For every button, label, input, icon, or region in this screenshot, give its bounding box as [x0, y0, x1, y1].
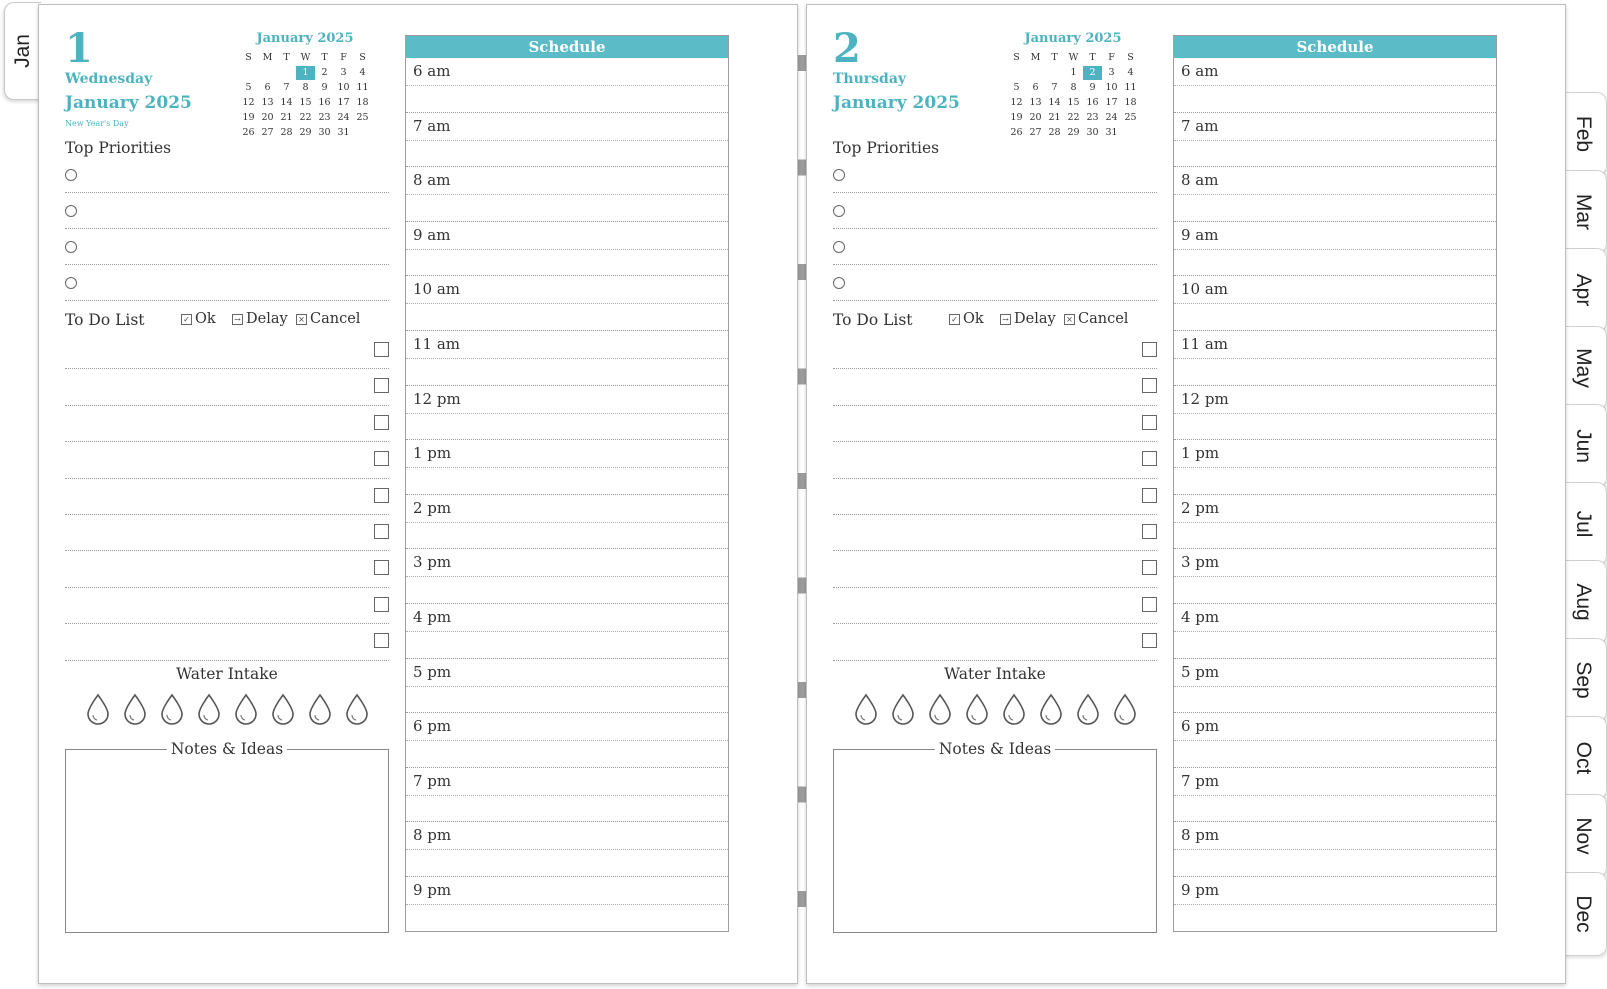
weekday-header: S — [245, 52, 252, 63]
water-drop-icon[interactable] — [964, 693, 990, 725]
calendar-day[interactable]: 12 — [1010, 97, 1023, 108]
tab-label: Jan — [11, 34, 34, 68]
weekday-header: W — [1068, 52, 1079, 63]
todo-checkbox[interactable] — [374, 415, 389, 430]
todo-checkbox[interactable] — [1142, 488, 1157, 503]
calendar-day[interactable] — [239, 66, 258, 80]
notes-box[interactable] — [65, 740, 389, 933]
legend-delay: → Delay — [1000, 311, 1056, 327]
circle-icon[interactable] — [65, 205, 77, 217]
water-drop-icon[interactable] — [1075, 693, 1101, 725]
calendar-day[interactable]: 24 — [1105, 112, 1118, 123]
month-year: January 2025 — [833, 93, 960, 113]
x-icon: × — [1064, 314, 1075, 325]
calendar-day[interactable]: 19 — [242, 112, 255, 123]
calendar-day[interactable]: 27 — [261, 127, 274, 138]
weekday-header: S — [1127, 52, 1134, 63]
calendar-day[interactable]: 28 — [280, 127, 293, 138]
weekday-header: F — [340, 52, 347, 63]
legend-delay: → Delay — [232, 311, 288, 327]
calendar-day[interactable]: 25 — [1124, 112, 1137, 123]
water-drop-icon[interactable] — [159, 693, 185, 725]
hour-slot[interactable] — [406, 440, 728, 495]
tab-label: Mar — [1572, 193, 1595, 231]
calendar-day[interactable]: 26 — [1010, 127, 1023, 138]
priority-row[interactable] — [833, 265, 1157, 301]
water-drop-icon[interactable] — [1001, 693, 1027, 725]
weekday-header: M — [262, 52, 273, 63]
todo-row[interactable] — [833, 515, 1157, 551]
arrow-icon: → — [1000, 314, 1011, 325]
hour-slot[interactable] — [1174, 167, 1496, 222]
schedule-header: Schedule — [406, 36, 728, 58]
hour-label: 3 pm — [413, 553, 452, 572]
circle-icon[interactable] — [833, 277, 845, 289]
priority-row[interactable] — [833, 157, 1157, 193]
todo-checkbox[interactable] — [374, 342, 389, 357]
hour-label: 12 pm — [1181, 389, 1229, 408]
todo-checkbox[interactable] — [374, 488, 389, 503]
calendar-day[interactable]: 1 — [296, 66, 315, 80]
hour-slot[interactable] — [1174, 222, 1496, 277]
hour-label: 2 pm — [413, 498, 452, 517]
calendar-day[interactable]: 22 — [299, 112, 312, 123]
hour-label: 8 am — [1181, 171, 1219, 190]
hour-slot[interactable] — [406, 495, 728, 550]
hour-slot[interactable] — [406, 822, 728, 877]
todo-row[interactable] — [833, 479, 1157, 515]
todo-checkbox[interactable] — [1142, 633, 1157, 648]
top-priorities-title: Top Priorities — [65, 139, 172, 157]
hour-label: 7 am — [1181, 116, 1219, 135]
calendar-day[interactable]: 17 — [1105, 97, 1118, 108]
water-drop-icon[interactable] — [196, 693, 222, 725]
tab-label: Jun — [1572, 429, 1595, 463]
hour-label: 6 am — [413, 62, 451, 80]
calendar-day[interactable]: 1 — [1070, 67, 1077, 78]
calendar-day[interactable]: 10 — [1105, 82, 1118, 93]
hour-slot[interactable] — [1174, 659, 1496, 714]
hour-label: 11 am — [413, 334, 461, 353]
schedule-hours — [406, 58, 728, 932]
hour-label: 10 am — [1181, 280, 1229, 299]
calendar-day[interactable]: 21 — [280, 112, 293, 123]
hour-label: 6 pm — [1181, 717, 1220, 736]
priority-row[interactable] — [65, 193, 389, 229]
hour-label: 1 pm — [1181, 444, 1220, 463]
water-drop-icon[interactable] — [233, 693, 259, 725]
hour-slot[interactable] — [406, 58, 728, 113]
tab-label: Sep — [1572, 661, 1595, 699]
calendar-day[interactable] — [1121, 126, 1140, 140]
priority-row[interactable] — [833, 229, 1157, 265]
hour-slot[interactable] — [406, 768, 728, 823]
tab-apr[interactable] — [1560, 248, 1607, 332]
water-drop-icon[interactable] — [927, 693, 953, 725]
tab-label: Apr — [1572, 273, 1595, 307]
holiday-note: New Year's Day — [65, 119, 129, 128]
priority-row[interactable] — [833, 193, 1157, 229]
calendar-day[interactable]: 30 — [318, 127, 331, 138]
tab-mar[interactable] — [1560, 170, 1607, 254]
calendar-day[interactable]: 7 — [1051, 82, 1058, 93]
mini-calendar-grid — [1007, 51, 1139, 140]
calendar-day[interactable]: 8 — [1070, 82, 1077, 93]
tab-label: Aug — [1572, 583, 1595, 621]
planner-page-day-2 — [806, 4, 1566, 984]
tab-may[interactable] — [1560, 326, 1607, 410]
calendar-day[interactable]: 2 — [321, 67, 328, 78]
tab-jul[interactable] — [1560, 482, 1607, 566]
weekday-header: W — [300, 52, 311, 63]
circle-icon[interactable] — [833, 169, 845, 181]
x-icon: × — [296, 314, 307, 325]
hour-label: 9 pm — [1181, 880, 1220, 899]
notes-title: Notes & Ideas — [167, 740, 287, 758]
water-drop-icon[interactable] — [270, 693, 296, 725]
todo-row[interactable] — [833, 551, 1157, 587]
hour-label: 9 am — [1181, 225, 1219, 244]
hour-label: 5 pm — [1181, 662, 1220, 681]
hour-slot[interactable] — [1174, 386, 1496, 441]
legend-cancel: × Cancel — [1064, 311, 1128, 327]
hour-slot[interactable] — [406, 222, 728, 277]
todo-row[interactable] — [65, 406, 389, 442]
planner-page-day-1 — [38, 4, 798, 984]
todo-checkbox[interactable] — [1142, 560, 1157, 575]
calendar-day[interactable]: 19 — [1010, 112, 1023, 123]
calendar-day[interactable]: 16 — [1086, 97, 1099, 108]
water-drops — [85, 693, 370, 725]
legend-ok: ✓ Ok — [181, 311, 216, 327]
todo-row[interactable] — [833, 406, 1157, 442]
todo-checkbox[interactable] — [1142, 342, 1157, 357]
month-year: January 2025 — [65, 93, 192, 113]
weekday-header: F — [1108, 52, 1115, 63]
calendar-day[interactable]: 23 — [318, 112, 331, 123]
todo-header — [65, 311, 395, 333]
water-drops — [853, 693, 1138, 725]
calendar-day[interactable]: 4 — [1127, 67, 1134, 78]
check-icon: ✓ — [949, 314, 960, 325]
calendar-day[interactable]: 26 — [242, 127, 255, 138]
hour-slot[interactable] — [1174, 113, 1496, 168]
hour-slot[interactable] — [406, 386, 728, 441]
calendar-day[interactable]: 15 — [299, 97, 312, 108]
hour-label: 4 pm — [1181, 607, 1220, 626]
water-drop-icon[interactable] — [344, 693, 370, 725]
calendar-day[interactable]: 17 — [337, 97, 350, 108]
todo-row[interactable] — [65, 515, 389, 551]
todo-row[interactable] — [65, 588, 389, 624]
hour-label: 8 pm — [1181, 826, 1220, 845]
calendar-day[interactable]: 20 — [261, 112, 274, 123]
water-drop-icon[interactable] — [890, 693, 916, 725]
todo-row[interactable] — [65, 479, 389, 515]
calendar-day[interactable]: 21 — [1048, 112, 1061, 123]
circle-icon[interactable] — [65, 241, 77, 253]
schedule-header: Schedule — [1174, 36, 1496, 58]
todo-checkbox[interactable] — [1142, 415, 1157, 430]
tab-sep[interactable] — [1560, 638, 1607, 722]
calendar-day[interactable]: 12 — [242, 97, 255, 108]
circle-icon[interactable] — [65, 277, 77, 289]
calendar-day[interactable]: 14 — [1048, 97, 1061, 108]
weekday-header: T — [1051, 52, 1058, 63]
calendar-day[interactable]: 23 — [1086, 112, 1099, 123]
hour-label: 11 am — [1181, 334, 1229, 353]
day-number: 1 — [65, 25, 93, 72]
todo-checkbox[interactable] — [374, 560, 389, 575]
mini-calendar-title: January 2025 — [1024, 31, 1122, 46]
priorities-list — [65, 157, 389, 301]
calendar-day[interactable] — [353, 126, 372, 140]
calendar-day[interactable] — [1007, 66, 1026, 80]
calendar-day[interactable]: 9 — [1089, 82, 1096, 93]
hour-slot[interactable] — [1174, 495, 1496, 550]
check-icon: ✓ — [181, 314, 192, 325]
calendar-day[interactable] — [277, 66, 296, 80]
priority-row[interactable] — [65, 157, 389, 193]
weekday-header: T — [1089, 52, 1096, 63]
priority-row[interactable] — [65, 229, 389, 265]
weekday-header: T — [321, 52, 328, 63]
hour-slot[interactable] — [1174, 276, 1496, 331]
hour-slot[interactable] — [1174, 768, 1496, 823]
legend-cancel: × Cancel — [296, 311, 360, 327]
tab-jun[interactable] — [1560, 404, 1607, 488]
todo-checkbox[interactable] — [374, 524, 389, 539]
hour-slot[interactable] — [406, 167, 728, 222]
calendar-day[interactable]: 29 — [1067, 127, 1080, 138]
hour-slot[interactable] — [406, 549, 728, 604]
calendar-day[interactable]: 5 — [1013, 82, 1020, 93]
todo-row[interactable] — [65, 624, 389, 660]
hour-slot[interactable] — [406, 659, 728, 714]
todo-row[interactable] — [65, 442, 389, 478]
schedule — [1173, 35, 1497, 932]
calendar-day[interactable]: 5 — [245, 82, 252, 93]
calendar-day[interactable]: 11 — [1124, 82, 1137, 93]
todo-row[interactable] — [833, 624, 1157, 660]
hour-label: 6 pm — [413, 717, 452, 736]
todo-row[interactable] — [833, 369, 1157, 405]
tab-label: Dec — [1572, 895, 1595, 933]
weekday: Wednesday — [65, 71, 153, 87]
todo-row[interactable] — [65, 369, 389, 405]
calendar-day[interactable]: 22 — [1067, 112, 1080, 123]
calendar-day[interactable]: 14 — [280, 97, 293, 108]
top-priorities-title: Top Priorities — [833, 139, 940, 157]
hour-slot[interactable] — [406, 877, 728, 932]
schedule — [405, 35, 729, 932]
hour-label: 3 pm — [1181, 553, 1220, 572]
hour-label: 7 pm — [1181, 771, 1220, 790]
calendar-day[interactable]: 16 — [318, 97, 331, 108]
calendar-day[interactable]: 3 — [340, 67, 347, 78]
tab-jan[interactable] — [4, 2, 41, 100]
mini-calendar — [239, 31, 371, 140]
calendar-day[interactable]: 30 — [1086, 127, 1099, 138]
hour-label: 7 pm — [413, 771, 452, 790]
todo-checkbox[interactable] — [1142, 524, 1157, 539]
hour-slot[interactable] — [406, 604, 728, 659]
todo-checkbox[interactable] — [374, 451, 389, 466]
calendar-day[interactable]: 18 — [1124, 97, 1137, 108]
calendar-day[interactable]: 10 — [337, 82, 350, 93]
tab-label: Jul — [1572, 510, 1595, 538]
hour-label: 9 pm — [413, 880, 452, 899]
tab-feb[interactable] — [1560, 92, 1607, 176]
hour-slot[interactable] — [1174, 822, 1496, 877]
calendar-day[interactable]: 2 — [1083, 66, 1102, 80]
tab-oct[interactable] — [1560, 716, 1607, 800]
todo-title: To Do List — [833, 311, 913, 329]
tab-label: Feb — [1572, 115, 1595, 153]
hour-slot[interactable] — [406, 713, 728, 768]
hour-slot[interactable] — [1174, 331, 1496, 386]
hour-label: 6 am — [1181, 62, 1219, 80]
weekday-header: S — [1013, 52, 1020, 63]
hour-label: 12 pm — [413, 389, 461, 408]
calendar-day[interactable] — [1045, 66, 1064, 80]
tab-label: May — [1572, 348, 1595, 388]
circle-icon[interactable] — [833, 241, 845, 253]
hour-slot[interactable] — [1174, 877, 1496, 932]
hour-slot[interactable] — [1174, 440, 1496, 495]
hour-label: 8 am — [413, 171, 451, 190]
todo-checkbox[interactable] — [1142, 378, 1157, 393]
hour-label: 2 pm — [1181, 498, 1220, 517]
water-drop-icon[interactable] — [1038, 693, 1064, 725]
weekday-header: M — [1030, 52, 1041, 63]
calendar-day[interactable]: 9 — [321, 82, 328, 93]
hour-slot[interactable] — [1174, 58, 1496, 113]
water-intake-title: Water Intake — [944, 665, 1046, 683]
hour-label: 8 pm — [413, 826, 452, 845]
calendar-day[interactable]: 6 — [264, 82, 271, 93]
circle-icon[interactable] — [833, 205, 845, 217]
water-drop-icon[interactable] — [122, 693, 148, 725]
hour-slot[interactable] — [406, 331, 728, 386]
calendar-day[interactable]: 11 — [356, 82, 369, 93]
calendar-day[interactable]: 15 — [1067, 97, 1080, 108]
todo-row[interactable] — [65, 551, 389, 587]
hour-label: 4 pm — [413, 607, 452, 626]
todo-title: To Do List — [65, 311, 145, 329]
hour-label: 1 pm — [413, 444, 452, 463]
calendar-day[interactable]: 6 — [1032, 82, 1039, 93]
hour-slot[interactable] — [1174, 713, 1496, 768]
calendar-day[interactable]: 29 — [299, 127, 312, 138]
circle-icon[interactable] — [65, 169, 77, 181]
todo-row[interactable] — [65, 333, 389, 369]
todo-list — [833, 333, 1157, 661]
water-intake-title: Water Intake — [176, 665, 278, 683]
todo-header — [833, 311, 1163, 333]
calendar-day[interactable]: 28 — [1048, 127, 1061, 138]
calendar-day[interactable]: 31 — [1105, 127, 1118, 138]
day-number: 2 — [833, 25, 861, 72]
calendar-day[interactable]: 27 — [1029, 127, 1042, 138]
hour-slot[interactable] — [1174, 549, 1496, 604]
calendar-day[interactable] — [1026, 66, 1045, 80]
tab-nov[interactable] — [1560, 794, 1607, 878]
calendar-day[interactable] — [258, 66, 277, 80]
calendar-day[interactable]: 25 — [356, 112, 369, 123]
tab-label: Nov — [1572, 817, 1595, 855]
calendar-day[interactable]: 4 — [359, 67, 366, 78]
tab-dec[interactable] — [1560, 872, 1607, 956]
todo-checkbox[interactable] — [374, 633, 389, 648]
water-drop-icon[interactable] — [85, 693, 111, 725]
weekday-header: S — [359, 52, 366, 63]
calendar-day[interactable]: 13 — [261, 97, 274, 108]
hour-label: 9 am — [413, 225, 451, 244]
hour-label: 5 pm — [413, 662, 452, 681]
todo-checkbox[interactable] — [374, 378, 389, 393]
tab-label: Oct — [1572, 741, 1595, 775]
hour-label: 7 am — [413, 116, 451, 135]
arrow-icon: → — [232, 314, 243, 325]
mini-calendar-title: January 2025 — [256, 31, 354, 46]
calendar-day[interactable]: 18 — [356, 97, 369, 108]
calendar-day[interactable]: 7 — [283, 82, 290, 93]
water-drop-icon[interactable] — [1112, 693, 1138, 725]
calendar-day[interactable]: 8 — [302, 82, 309, 93]
calendar-day[interactable]: 20 — [1029, 112, 1042, 123]
tab-aug[interactable] — [1560, 560, 1607, 644]
todo-row[interactable] — [833, 588, 1157, 624]
todo-checkbox[interactable] — [1142, 451, 1157, 466]
weekday: Thursday — [833, 71, 907, 87]
priorities-list — [833, 157, 1157, 301]
notes-title: Notes & Ideas — [935, 740, 1055, 758]
hour-slot[interactable] — [1174, 604, 1496, 659]
todo-row[interactable] — [833, 333, 1157, 369]
todo-list — [65, 333, 389, 661]
mini-calendar — [1007, 31, 1139, 140]
todo-checkbox[interactable] — [374, 597, 389, 612]
calendar-day[interactable]: 3 — [1108, 67, 1115, 78]
notes-box[interactable] — [833, 740, 1157, 933]
hour-label: 10 am — [413, 280, 461, 299]
calendar-day[interactable]: 24 — [337, 112, 350, 123]
water-drop-icon[interactable] — [307, 693, 333, 725]
calendar-day[interactable]: 13 — [1029, 97, 1042, 108]
hour-slot[interactable] — [406, 113, 728, 168]
mini-calendar-grid — [239, 51, 371, 140]
weekday-header: T — [283, 52, 290, 63]
hour-slot[interactable] — [406, 276, 728, 331]
todo-row[interactable] — [833, 442, 1157, 478]
priority-row[interactable] — [65, 265, 389, 301]
calendar-day[interactable]: 31 — [337, 127, 350, 138]
legend-ok: ✓ Ok — [949, 311, 984, 327]
water-drop-icon[interactable] — [853, 693, 879, 725]
todo-checkbox[interactable] — [1142, 597, 1157, 612]
schedule-hours — [1174, 58, 1496, 932]
